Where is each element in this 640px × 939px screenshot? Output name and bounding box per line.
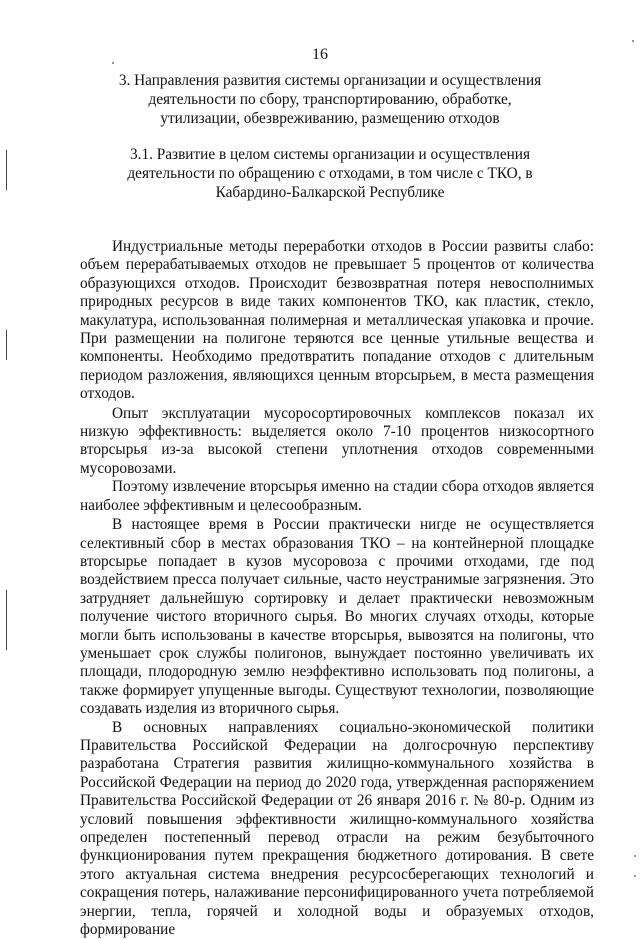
scan-speck <box>112 62 114 64</box>
paragraph-3: Поэтому извлечение вторсырья именно на стадии сбора отходов является наиболее эффективным и целесообразным. <box>80 478 594 514</box>
scan-margin-mark <box>6 330 7 360</box>
scan-margin-mark <box>6 150 7 190</box>
paragraph-2: Опыт эксплуатации мусоросортировочных комплексов показал их низкую эффективность: выделяется около 7-10 процентов низкосортного вторсырья из-за высокой степени уплотнения отходов современными мусоровозами. <box>80 404 594 477</box>
section-heading: 3. Направления развития системы организации и осуществления деятельности по сбору, транспортированию, обработке, утилизации, обезвреживанию, размещению отходов <box>118 72 542 127</box>
page-number: 16 <box>312 46 328 63</box>
paragraph-1: Индустриальные методы переработки отходов в России развиты слабо: объем перерабатываемых отходов не превышает 5 процентов от количества образующихся отходов. Происходит безвозвратная потеря невосполнимых природных ресурсов в виде таких компонентов ТКО, как пластик, стекло, макулатура, использованная полимерная и металлическая упаковка и прочие. При размещении на полигоне теряются все ценные утильные вещества и компоненты. Необходимо предотвратить попадание отходов с длительным периодом разложения, являющихся ценным вторсырьем, в места размещения отходов. <box>80 238 594 403</box>
scan-speck <box>634 875 636 877</box>
paragraph-4: В настоящее время в России практически нигде не осуществляется селективный сбор в местах образования ТКО – на контейнерной площадке вторсырье попадает в кузов мусоровоза с прочими отходами, где под воздействием пресса получает сильные, часто неустранимые загрязнения. Это затрудняет дальнейшую сортировку и делает практически невозможным получение чистого вторичного сырья. Во многих случаях отходы, которые могли быть использованы в качестве вторсырья, вывозятся на полигоны, что уменьшает срок службы полигонов, вынуждает постоянно увеличивать их площади, плодородную землю неэффективно использовать под полигоны, а также формирует упущенные выгоды. Существуют технологии, позволяющие создавать изделия из вторичного сырья. <box>80 516 594 718</box>
scan-margin-mark <box>6 590 7 650</box>
scan-speck <box>634 855 636 857</box>
scan-speck <box>632 40 634 42</box>
subsection-heading: 3.1. Развитие в целом системы организации и осуществления деятельности по обращению с отходами, в том числе с ТКО, в Кабардино-Балкарской Республике <box>127 146 533 201</box>
paragraph-5: В основных направлениях социально-экономической политики Правительства Российской Федерации на долгосрочную перспективу разработана Стратегия развития жилищно-коммунального хозяйства в Российской Федерации на период до 2020 года, утвержденная распоряжением Правительства Российской Федерации от 26 января 2016 г. № 80-р. Одним из условий повышения эффективности жилищно-коммунального хозяйства определен постепенный перевод отрасли на режим безубыточного функционирования путем прекращения бюджетного дотирования. В свете этого актуальная система внедрения ресурсосберегающих технологий и сокращения потерь, налаживание персонифицированного учета потребляемой энергии, тепла, горячей и холодной воды и образуемых отходов, формирование <box>80 718 594 939</box>
document-body <box>80 238 594 939</box>
